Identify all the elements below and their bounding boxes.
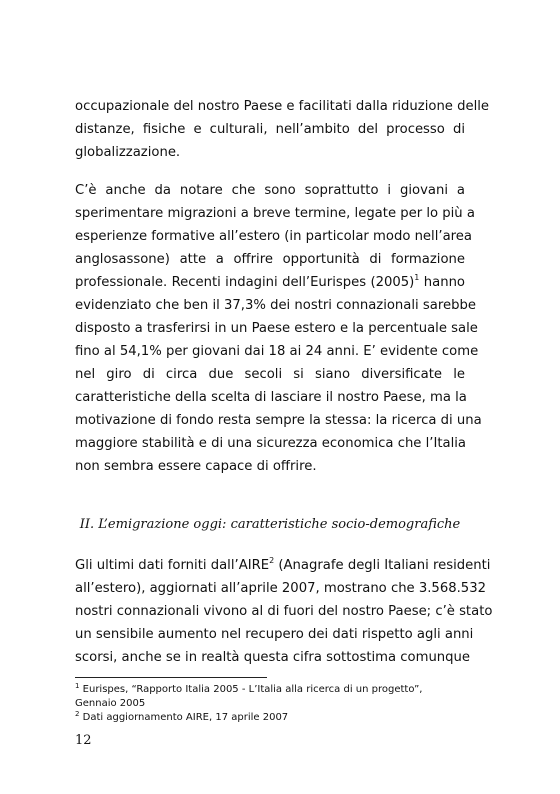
text-line: anglosassone) atte a offrire opportunità di formazione	[75, 252, 465, 267]
text-line: occupazionale del nostro Paese e facilitati dalla riduzione delle	[75, 99, 490, 114]
text-line: nostri connazionali vivono al di fuori del nostro Paese; c’è stato	[75, 604, 493, 619]
text-segment: (Anagrafe degli Italiani residenti	[274, 558, 491, 573]
text-line: non sembra essere capace di offrire.	[75, 459, 317, 474]
text-line: motivazione di fondo resta sempre la stessa: la ricerca di una	[75, 413, 482, 428]
text-line: globalizzazione.	[75, 145, 181, 160]
section-heading: II. L’emigrazione oggi: caratteristiche socio-demografiche	[79, 517, 461, 532]
footnote-1-continuation: Gennaio 2005	[75, 698, 146, 709]
text-line: evidenziato che ben il 37,3% dei nostri connazionali sarebbe	[75, 298, 476, 313]
text-line: nel giro di circa due secoli si siano diversificate le	[75, 367, 465, 382]
text-line: sperimentare migrazioni a breve termine, legate per lo più a	[75, 206, 475, 221]
paragraph-2	[75, 179, 482, 478]
text-segment: hanno	[423, 275, 465, 290]
footnotes	[75, 683, 475, 725]
text-segment: Gli ultimi dati forniti dall’AIRE	[75, 558, 270, 573]
text-line: C’è anche da notare che sono soprattutto i giovani a	[75, 183, 465, 198]
text-line: distanze, fisiche e culturali, nell’ambito del processo di	[75, 122, 465, 137]
text-line-with-footnote-ref	[75, 271, 465, 294]
text-line: esperienze formative all’estero (in particolar modo nell’area	[75, 229, 472, 244]
paragraph-3	[75, 554, 493, 669]
footnote-ref-1[interactable]: 1	[414, 273, 420, 282]
paragraph-1	[75, 95, 490, 164]
footnote-number: 1	[75, 682, 80, 690]
footnote-text: Dati aggiornamento AIRE, 17 aprile 2007	[82, 712, 289, 723]
text-line: disposto a trasferirsi in un Paese estero e la percentuale sale	[75, 321, 478, 336]
text-line: scorsi, anche se in realtà questa cifra sottostima comunque	[75, 650, 471, 665]
footnote-text: Eurispes, “Rapporto Italia 2005 - L’Italia alla ricerca di un progetto”,	[82, 684, 423, 695]
text-segment: professionale. Recenti indagini dell’Eurispes (2005)	[75, 275, 415, 290]
text-line: all’estero), aggiornati all’aprile 2007, mostrano che 3.568.532	[75, 581, 486, 596]
text-line-with-footnote-ref	[75, 554, 491, 577]
footnote-ref-2[interactable]: 2	[269, 556, 275, 565]
text-line: caratteristiche della scelta di lasciare il nostro Paese, ma la	[75, 390, 467, 405]
footnote-number: 2	[75, 710, 80, 718]
text-line: fino al 54,1% per giovani dai 18 ai 24 anni. E’ evidente come	[75, 344, 479, 359]
page-number: 12	[75, 733, 92, 748]
footnote-2	[75, 711, 475, 725]
footnote-separator	[75, 677, 267, 678]
footnote-1	[75, 683, 475, 697]
text-line: maggiore stabilità e di una sicurezza economica che l’Italia	[75, 436, 467, 451]
text-line: un sensibile aumento nel recupero dei dati rispetto agli anni	[75, 627, 474, 642]
